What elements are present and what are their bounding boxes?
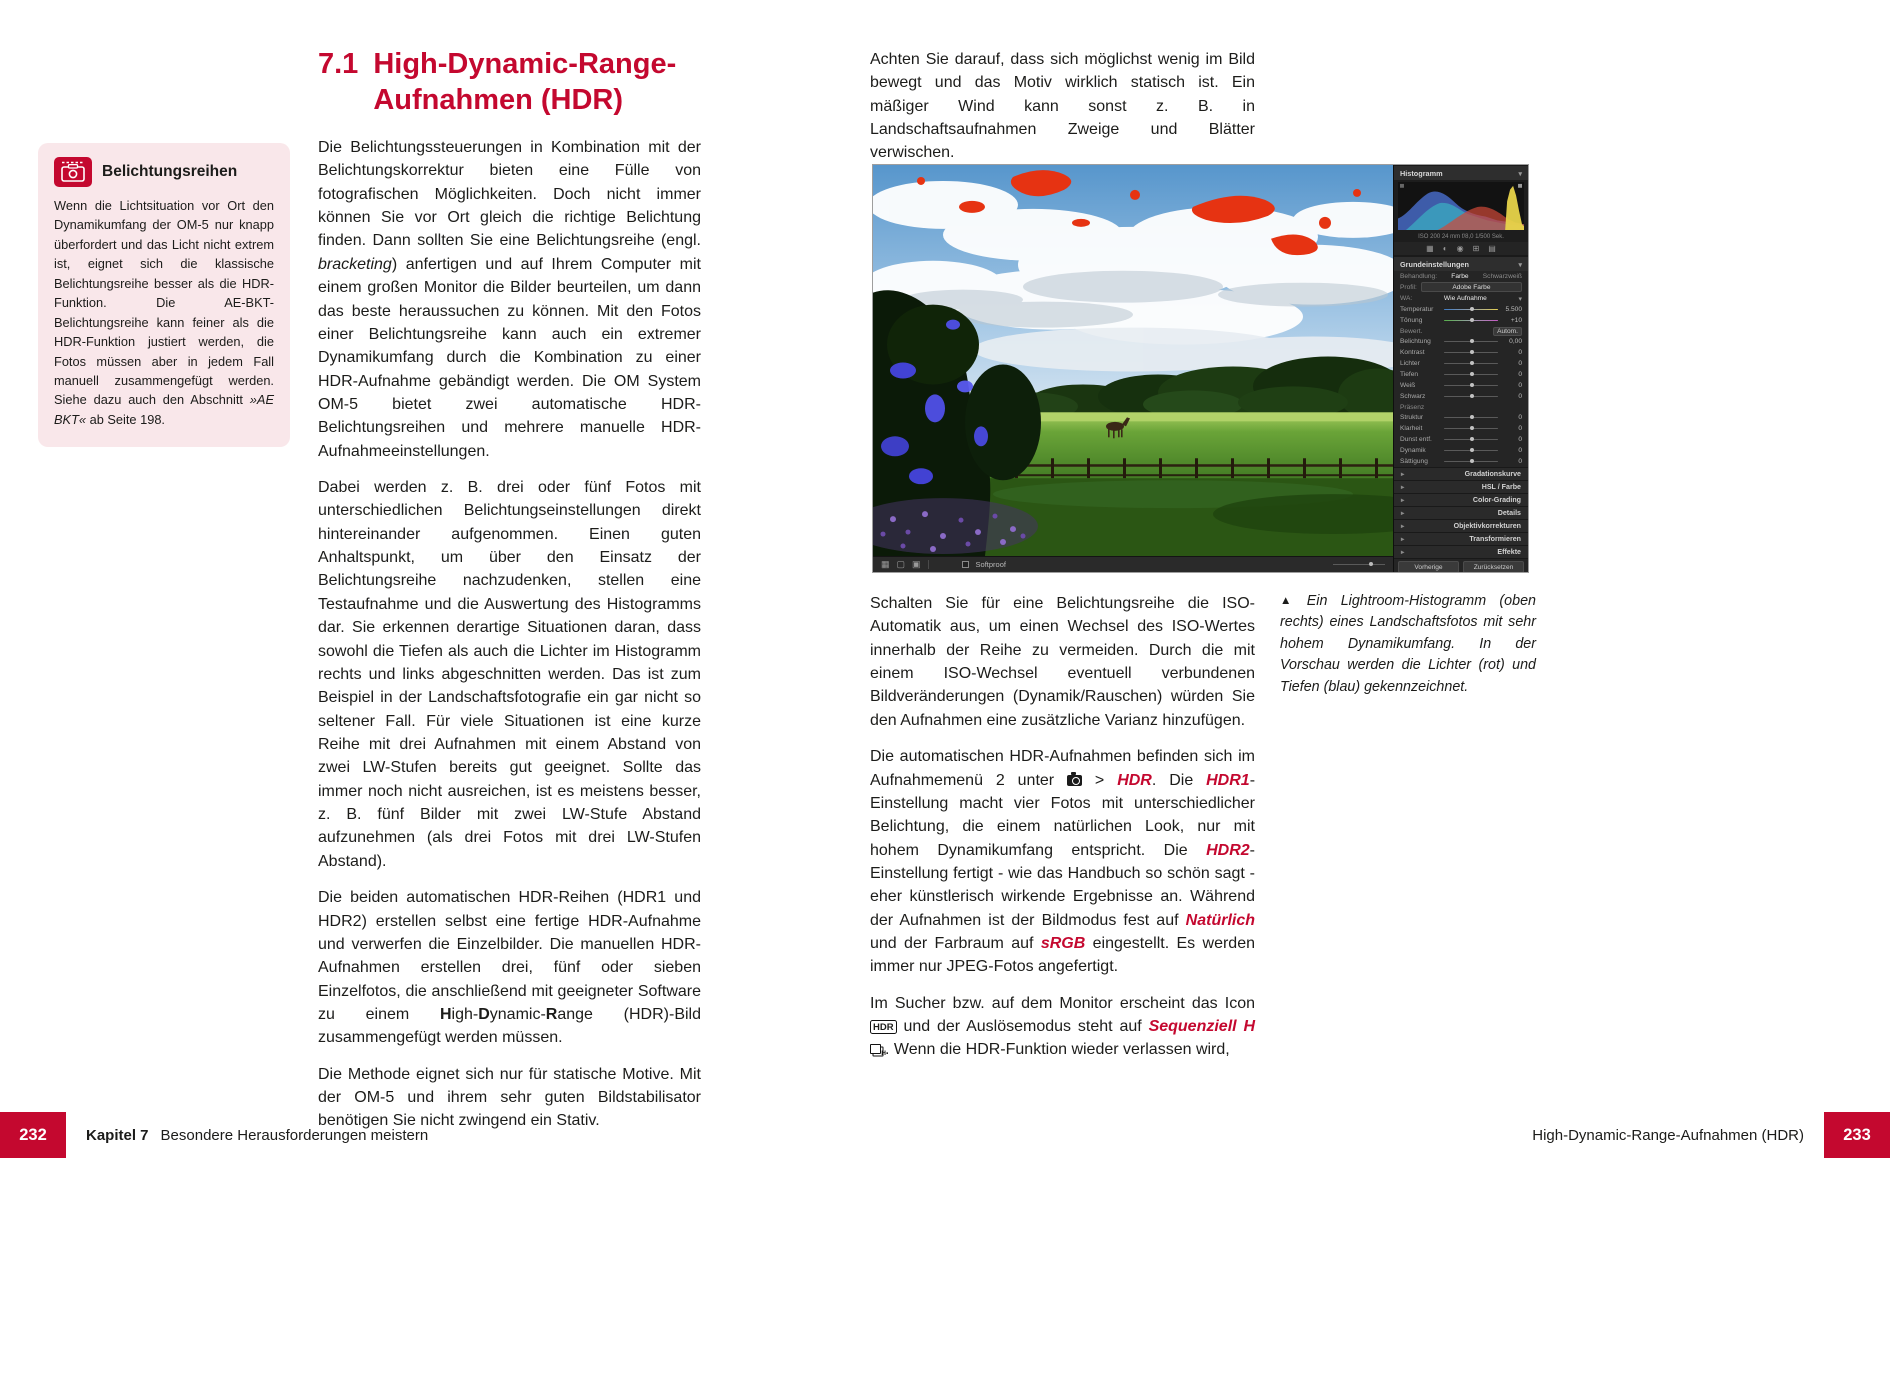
tone-label: Bewert. — [1400, 327, 1423, 335]
landscape-photo — [873, 165, 1393, 572]
toolbar-divider — [928, 560, 929, 569]
slider-value: 0 — [1518, 436, 1522, 443]
profile-value: Adobe Farbe — [1421, 282, 1522, 292]
compare-view-icon — [912, 560, 921, 569]
slider-label: Belichtung — [1400, 338, 1431, 345]
lr-panel-section — [1394, 519, 1528, 532]
footer-right — [1532, 1112, 1804, 1158]
paragraph: Die beiden automatischen HDR-Reihen (HDR1 und HDR2) erstellen selbst eine fertige HDR-Aufnahme und verwerfen die Einzelbilder. Die manuellen HDR-Aufnahmen erstellen drei, fünf oder sieben Einzelfotos, die anschließend mit geeigneter Software zu einem High-Dynamic-Range (HDR)-Bild zusammengefügt werden müssen. — [318, 889, 701, 1047]
caption-text: Ein Lightroom-Histogramm (oben rechts) eines Landschaftsfotos mit sehr hohem Dynamikumfang. In der Vorschau werden die Lichter (rot) und Tiefen (blau) gekennzeichnet. — [1280, 593, 1536, 695]
slider-track — [1444, 439, 1498, 441]
paragraph: Achten Sie darauf, dass sich möglichst wenig im Bild bewegt und das Motiv wirklich statisch ist. Ein mäßiger Wind kann sonst z. B. in Landschaftsaufnahmen Zweige und Blätter verwischen. — [870, 51, 1255, 162]
profile-label: Profil: — [1400, 283, 1417, 291]
lr-slider — [1394, 304, 1528, 315]
chevron-down-icon — [1518, 169, 1522, 178]
slider-label: Lichter — [1400, 360, 1420, 367]
lr-panel-section — [1394, 480, 1528, 493]
slider-label: Sättigung — [1400, 458, 1428, 465]
slider-label: Schwarz — [1400, 393, 1426, 400]
panel-buttons — [1394, 558, 1528, 572]
grid-view-icon — [881, 560, 890, 569]
section-title — [373, 46, 676, 119]
slider-label: Struktur — [1400, 414, 1424, 421]
histogram-label: Histogramm — [1400, 168, 1443, 178]
page-number-right: 233 — [1824, 1112, 1890, 1158]
chevron-right-icon — [1401, 509, 1404, 517]
treatment-color-option: Farbe — [1451, 272, 1469, 280]
treatment-label: Behandlung: — [1400, 272, 1438, 280]
infobox-title: Belichtungsreihen — [102, 163, 238, 180]
crop-tool-icon — [1426, 245, 1434, 253]
slider-track — [1444, 428, 1498, 430]
slider-track — [1444, 309, 1498, 311]
lr-panel-section — [1394, 467, 1528, 480]
slider-track — [1444, 396, 1498, 398]
footer-chapter: Kapitel 7 — [86, 1126, 149, 1144]
slider-track — [1444, 417, 1498, 419]
chevron-right-icon — [1401, 535, 1404, 543]
slider-label: Klarheit — [1400, 425, 1423, 432]
chevron-right-icon — [1401, 548, 1404, 556]
tone-row — [1394, 326, 1528, 336]
chevron-down-icon — [1518, 295, 1522, 303]
profile-row — [1394, 281, 1528, 293]
infobox-belichtungsreihen — [38, 143, 290, 447]
section-title-line2: Aufnahmen (HDR) — [373, 84, 624, 117]
paragraph: Die Belichtungssteuerungen in Kombination mit der Belichtungskorrektur bieten eine Fülle von fotografischen Möglichkeiten. Doch nicht immer können Sie vor Ort gleich die richtige Belichtung finden. Dann sollten Sie eine Belichtungsreihe (engl. bracketing) anfertigen und auf Ihrem Computer mit einem großen Monitor die Bilder beurteilen, um dann das beste heraussuchen zu können. Mit den Fotos einer Belichtungsreihe kann auch ein extremer Dynamikumfang durch die Kombination zu einer HDR-Aufnahme gebändigt werden. Die OM System OM-5 bietet zwei automatische HDR-Belichtungsreihen und mehrere manuelle HDR-Aufnahmeeinstellungen. — [318, 139, 701, 460]
white-balance-row — [1394, 293, 1528, 304]
section-label: Details — [1497, 509, 1521, 517]
masking-tool-icon — [1473, 245, 1480, 253]
slider-track — [1444, 341, 1498, 343]
presence-row — [1394, 402, 1528, 412]
tool-strip — [1394, 242, 1528, 256]
histogram — [1394, 180, 1528, 232]
slider-track — [1444, 363, 1498, 365]
gradient-tool-icon — [1488, 245, 1496, 253]
lr-slider — [1394, 336, 1528, 347]
lightroom-toolbar — [873, 556, 1393, 572]
section-number: 7.1 — [318, 48, 359, 80]
slider-value: +10 — [1510, 317, 1522, 324]
slider-track — [1444, 385, 1498, 387]
slider-track — [1444, 320, 1498, 322]
slider-value: 0 — [1518, 447, 1522, 454]
slider-value: 0 — [1518, 360, 1522, 367]
chevron-down-icon — [1518, 260, 1522, 269]
infobox-header — [54, 157, 274, 187]
basic-panel-label: Grundeinstellungen — [1400, 259, 1469, 269]
paragraph: Die automatischen HDR-Aufnahmen befinden sich im Aufnahmemenü 2 unter > HDR. Die HDR1-Einstellung macht vier Fotos mit unterschiedlicher Belichtung, die einem natürlichen Look, nur mit hohem Dynamikumfang entspricht. Die HDR2-Einstellung fertigt - wie das Handbuch so schön sagt - eher künstlerisch wirkende Ergebnisse an. Während der Aufnahmen ist der Bildmodus fest auf Natürlich und der Farbraum auf sRGB eingestellt. Es werden immer nur JPEG-Fotos angefertigt. — [870, 748, 1256, 976]
landscape-photo-art — [873, 165, 1393, 556]
histogram-header — [1394, 165, 1528, 180]
lightroom-screenshot — [872, 164, 1529, 573]
auto-button: Autom. — [1493, 327, 1522, 336]
slider-value: 5.500 — [1505, 306, 1522, 313]
slider-label: Tönung — [1400, 317, 1423, 324]
softproof-label: Softproof — [975, 560, 1006, 569]
slider-label: Kontrast — [1400, 349, 1425, 356]
slider-value: 0 — [1518, 371, 1522, 378]
slider-value: 0 — [1518, 349, 1522, 356]
chevron-right-icon — [1401, 483, 1404, 491]
right-text-column — [870, 592, 1255, 1075]
lr-slider — [1394, 347, 1528, 358]
caption-marker-icon: ▲ — [1280, 595, 1301, 607]
paragraph: Die Methode eignet sich nur für statische Motive. Mit der OM-5 und ihrem sehr guten Bildstabilisator benötigen Sie nicht zwingend ein Stativ. — [318, 1065, 701, 1130]
infobox-text: Wenn die Lichtsituation vor Ort den Dynamikumfang der OM-5 nur knapp überfordert und das Licht nicht extrem ist, eignet sich die klassische Belichtungsreihe besser als die HDR-Funktion. Die AE-BKT-Belichtungsreihe kann feiner als die HDR-Funktion justiert werden, die Fotos müssen aber in jedem Fall manuell zusammengefügt werden. Siehe dazu auch den Abschnitt »AE BKT« ab Seite 198. — [54, 198, 274, 427]
camera-bracketing-icon — [54, 157, 92, 187]
section-label: Gradationskurve — [1464, 470, 1521, 478]
slider-track — [1444, 352, 1498, 354]
page-number-left: 232 — [0, 1112, 66, 1158]
lr-slider — [1394, 423, 1528, 434]
slider-label: Tiefen — [1400, 371, 1419, 378]
wb-label: WA: — [1400, 295, 1413, 302]
healing-tool-icon — [1443, 245, 1448, 253]
exif-info: ISO 200 24 mm f/8,0 1/500 Sek. — [1394, 232, 1528, 242]
section-label: Effekte — [1497, 548, 1521, 556]
tone-slider-group — [1394, 336, 1528, 402]
left-text-column — [318, 136, 701, 1146]
lr-slider — [1394, 315, 1528, 326]
slider-value: 0,00 — [1509, 338, 1522, 345]
chevron-right-icon — [1401, 470, 1404, 478]
treatment-row — [1394, 271, 1528, 281]
basic-panel-header — [1394, 256, 1528, 271]
chevron-right-icon — [1401, 496, 1404, 504]
previous-button: Vorherige — [1398, 561, 1459, 572]
lr-panel-section — [1394, 493, 1528, 506]
slider-value: 0 — [1518, 425, 1522, 432]
slider-value: 0 — [1518, 458, 1522, 465]
redeye-tool-icon — [1457, 245, 1464, 253]
footer-chapter-title: Besondere Herausforderungen meistern — [160, 1126, 429, 1144]
wb-slider-group — [1394, 304, 1528, 326]
lr-slider — [1394, 358, 1528, 369]
lr-slider — [1394, 445, 1528, 456]
presence-label: Präsenz — [1400, 403, 1425, 411]
wb-value: Wie Aufnahme — [1443, 295, 1487, 302]
slider-track — [1444, 450, 1498, 452]
section-label: HSL / Farbe — [1481, 483, 1521, 491]
lr-slider — [1394, 456, 1528, 467]
lr-panel-section — [1394, 545, 1528, 558]
lr-slider — [1394, 391, 1528, 402]
slider-label: Weiß — [1400, 382, 1416, 389]
right-intro-column — [870, 48, 1255, 178]
softproof-checkbox — [962, 561, 969, 568]
slider-track — [1444, 461, 1498, 463]
slider-value: 0 — [1518, 414, 1522, 421]
slider-value: 0 — [1518, 382, 1522, 389]
lr-slider — [1394, 369, 1528, 380]
lr-panel-section — [1394, 506, 1528, 519]
lr-slider — [1394, 412, 1528, 423]
footer-left — [86, 1112, 428, 1158]
figure-caption — [1280, 591, 1536, 698]
section-label: Objektivkorrekturen — [1453, 522, 1521, 530]
lr-slider — [1394, 380, 1528, 391]
treatment-bw-option: Schwarzweiß — [1482, 272, 1522, 280]
section-heading — [318, 46, 676, 119]
panel-section-list — [1394, 467, 1528, 558]
section-title-line1: High-Dynamic-Range- — [373, 48, 677, 80]
paragraph: Im Sucher bzw. auf dem Monitor erscheint das Icon HDR und der Auslösemodus steht auf Sequenziell H H. Wenn die HDR-Funktion wieder verlassen wird, — [870, 992, 1255, 1062]
chevron-right-icon — [1401, 522, 1404, 530]
section-label: Color-Grading — [1472, 496, 1521, 504]
paragraph: Dabei werden z. B. drei oder fünf Fotos mit unterschiedlichen Belichtungseinstellungen direkt hintereinander aufgenommen. Einen guten Anhaltspunkt, um über den Einsatz der Belichtungsreihe nachzudenken, stellen eine Testaufnahme und die Auswertung des Histogramms dar. Sie erkennen derartige Situationen daran, dass sowohl die Tiefen als auch die Lichter im Histogramm rechts und links abgeschnitten werden. Das ist zum Beispiel in der Landschaftsfotografie ein gar nicht so seltener Fall. Für viele Situationen ist eine kurze Reihe mit drei Aufnahmen mit einem Abstand von zwei LW-Stufen bereits gut geeignet. Sollte das immer noch nicht ausreichen, ist es meistens besser, z. B. fünf Bilder mit zwei LW-Stufe Abstand aufzunehmen (als drei Fotos mit drei LW-Stufen Abstand). — [318, 479, 701, 870]
slider-value: 0 — [1518, 393, 1522, 400]
reset-button: Zurücksetzen — [1463, 561, 1524, 572]
zoom-slider — [1333, 564, 1385, 566]
footer-section-title: High-Dynamic-Range-Aufnahmen (HDR) — [1532, 1126, 1804, 1144]
presence-slider-group — [1394, 412, 1528, 467]
section-label: Transformieren — [1469, 535, 1521, 543]
slider-track — [1444, 374, 1498, 376]
loupe-view-icon — [897, 560, 906, 569]
slider-label: Temperatur — [1400, 306, 1434, 313]
lr-panel-section — [1394, 532, 1528, 545]
slider-label: Dynamik — [1400, 447, 1426, 454]
lightroom-develop-panel — [1393, 165, 1528, 572]
lr-slider — [1394, 434, 1528, 445]
slider-label: Dunst entf. — [1400, 436, 1432, 443]
paragraph: Schalten Sie für eine Belichtungsreihe die ISO-Automatik aus, um einen Wechsel des ISO-Wertes innerhalb der Reihe zu vermeiden. Durch die mit einem ISO-Wechsel eventuell verbundenen Bildveränderungen (Dynamik/Rauschen) würden Sie den Aufnahmen eine zusätzliche Varianz hinzufügen. — [870, 595, 1255, 729]
